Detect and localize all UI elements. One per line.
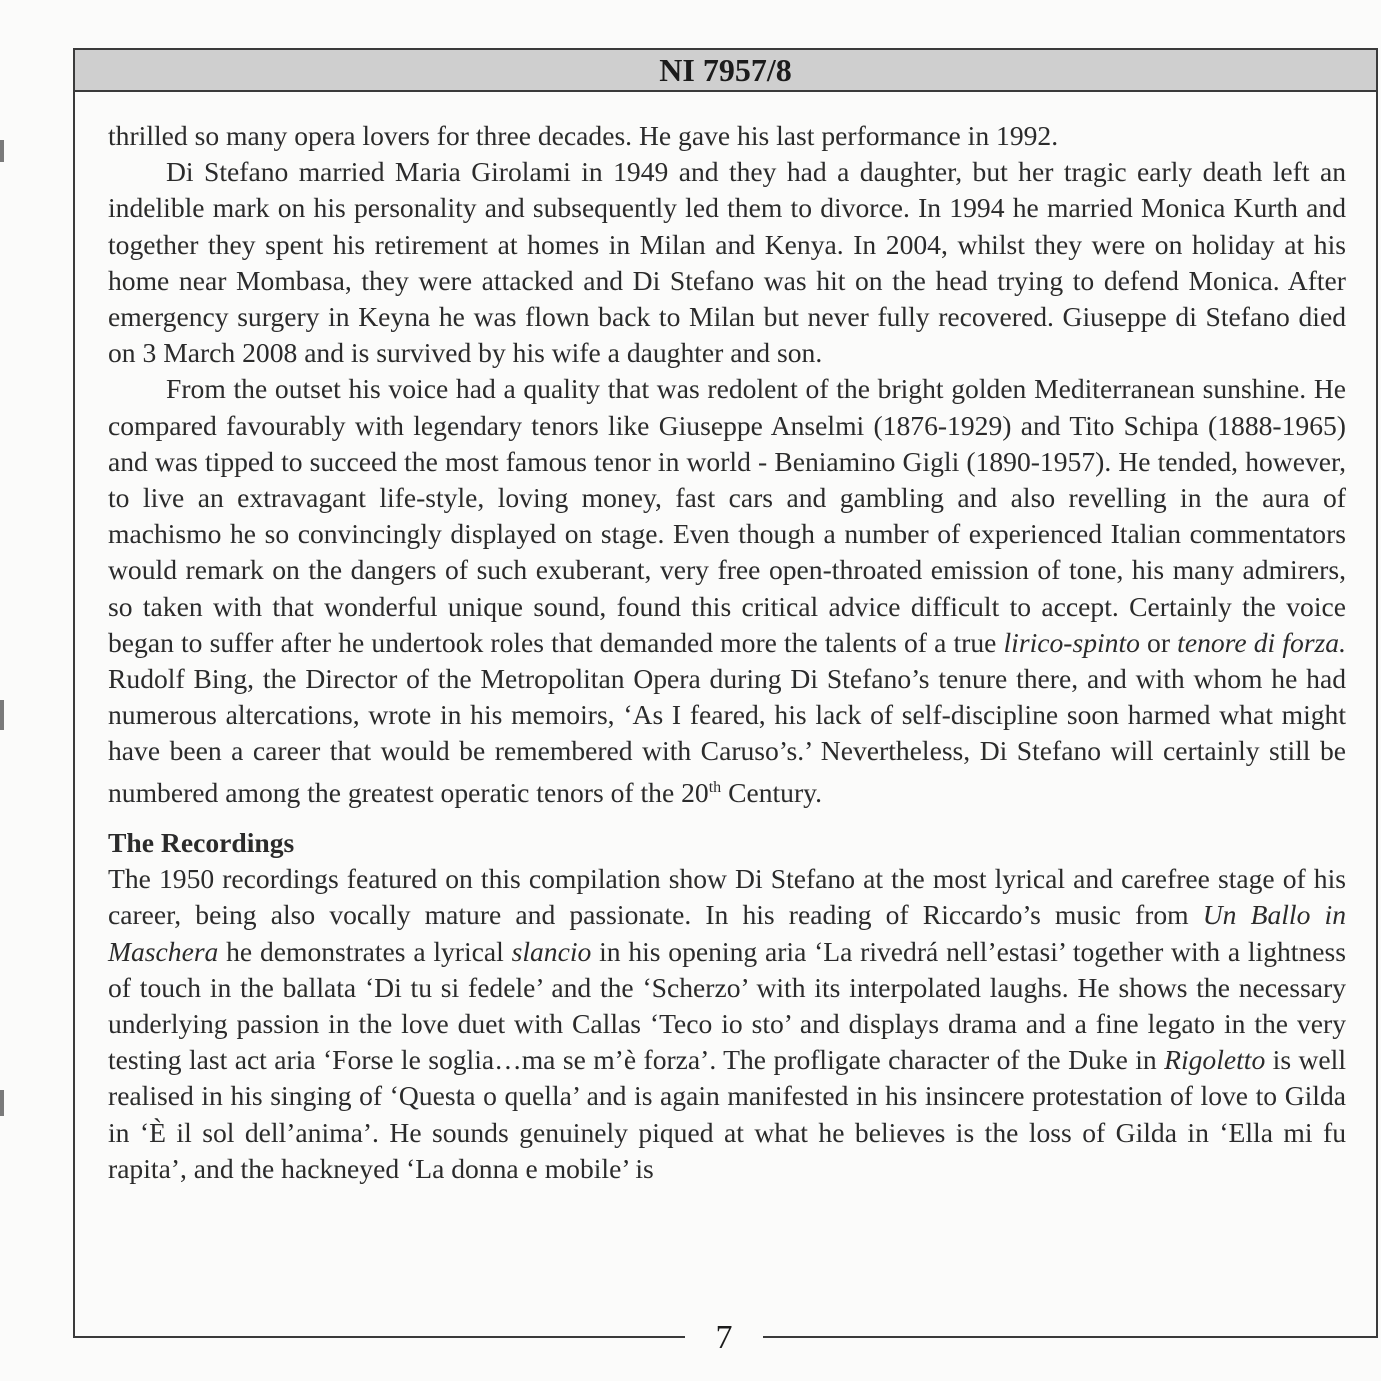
recordings-text-4: is well realised in his singing of ‘Questa o quella’ and is again manifested in his insincere protestation of love to Gilda in ‘È il sol dell’anima’. He sounds genuinely piqued at what he believes is the loss of Gilda in ‘Ella mi fu rapita’, and the hackneyed ‘La donna e mobile’ is — [108, 1044, 1346, 1184]
recordings-italic-ballo: Un Ballo in Maschera — [108, 899, 1346, 967]
page-edge-mark — [0, 700, 4, 730]
voice-italic-lirico-spinto: lirico-spinto — [1003, 626, 1140, 658]
page-frame — [73, 48, 1378, 1338]
paragraph-voice — [108, 371, 1346, 811]
voice-italic-tenore-di-forza: tenore di forza. — [1177, 626, 1346, 658]
page-edge-mark — [0, 140, 4, 162]
catalog-number: NI 7957/8 — [659, 52, 792, 88]
recordings-heading: The Recordings — [108, 827, 295, 859]
page-number: 7 — [715, 1319, 733, 1356]
footer-rule-left — [73, 1336, 685, 1338]
voice-text-2: or — [1139, 626, 1178, 658]
header-bar — [75, 50, 1376, 92]
paragraph-continuation: thrilled so many opera lovers for three decades. He gave his last performance in 1992. — [108, 120, 1059, 151]
voice-text-1: From the outset his voice had a quality that was redolent of the bright golden Mediterranean sunshine. He compared favourably with legendary tenors like Giuseppe Anselmi (1876-1929) and Tito Schipa (1888-1965) and was tipped to succeed the most famous tenor in world - Beniamino Gigli (1890-1957). He tended, however, to live an extravagant life-style, loving money, fast cars and gambling and also revelling in the aura of machismo he so convincingly displayed on stage. Even though a number of experienced Italian commentators would remark on the dangers of such exuberant, very free open-throated emission of tone, his many admirers, so taken with that wonderful unique sound, found this critical advice difficult to accept. Certainly the voice began to suffer after he undertook roles that demanded more the talents of a true — [108, 373, 1346, 658]
recordings-italic-rigoletto: Rigoletto — [1164, 1044, 1266, 1076]
recordings-text-2: he demonstrates a lyrical — [218, 935, 512, 967]
voice-text-3: Rudolf Bing, the Director of the Metropolitan Opera during Di Stefano’s tenure there, and with whom he had numerous altercations, wrote in his memoirs, ‘As I feared, his lack of self-discipline soon harmed what might have been a career that would be remembered with Caruso’s.’ Nevertheless, Di Stefano will certainly still be numbered among the greatest operatic tenors of the 20 — [108, 663, 1346, 808]
footer-rule-right — [763, 1336, 1378, 1338]
paragraph-recordings — [108, 861, 1346, 1187]
body-text — [108, 118, 1346, 1187]
recordings-text-1: The 1950 recordings featured on this compilation show Di Stefano at the most lyrical and carefree stage of his career, being also vocally mature and passionate. In his reading of Riccardo’s music from — [108, 863, 1346, 931]
recordings-italic-slancio: slancio — [511, 935, 592, 967]
page-edge-mark — [0, 1090, 4, 1116]
recordings-text-3: in his opening aria ‘La rivedrá nell’estasi’ together with a lightness of touch in the ballata ‘Di tu si fedele’ and the ‘Scherzo’ with its interpolated laughs. He shows the necessary underlying passion in the love duet with Callas ‘Teco io sto’ and displays drama and a fine legato in the very testing last act aria ‘Forse le soglia…ma se m’è forza’. The profligate character of the Duke in — [108, 935, 1346, 1076]
voice-superscript: th — [708, 778, 722, 796]
voice-text-4: Century. — [721, 776, 823, 808]
paragraph-biography: Di Stefano married Maria Girolami in 1949 and they had a daughter, but her tragic early death left an indelible mark on his personality and subsequently led them to divorce. In 1994 he married Monica Kurth and together they spent his retirement at homes in Milan and Kenya. In 2004, whilst they were on holiday at his home near Mombasa, they were attacked and Di Stefano was hit on the head trying to defend Monica. After emergency surgery in Keyna he was flown back to Milan but never fully recovered. Giuseppe di Stefano died on 3 March 2008 and is survived by his wife a daughter and son. — [108, 156, 1346, 369]
